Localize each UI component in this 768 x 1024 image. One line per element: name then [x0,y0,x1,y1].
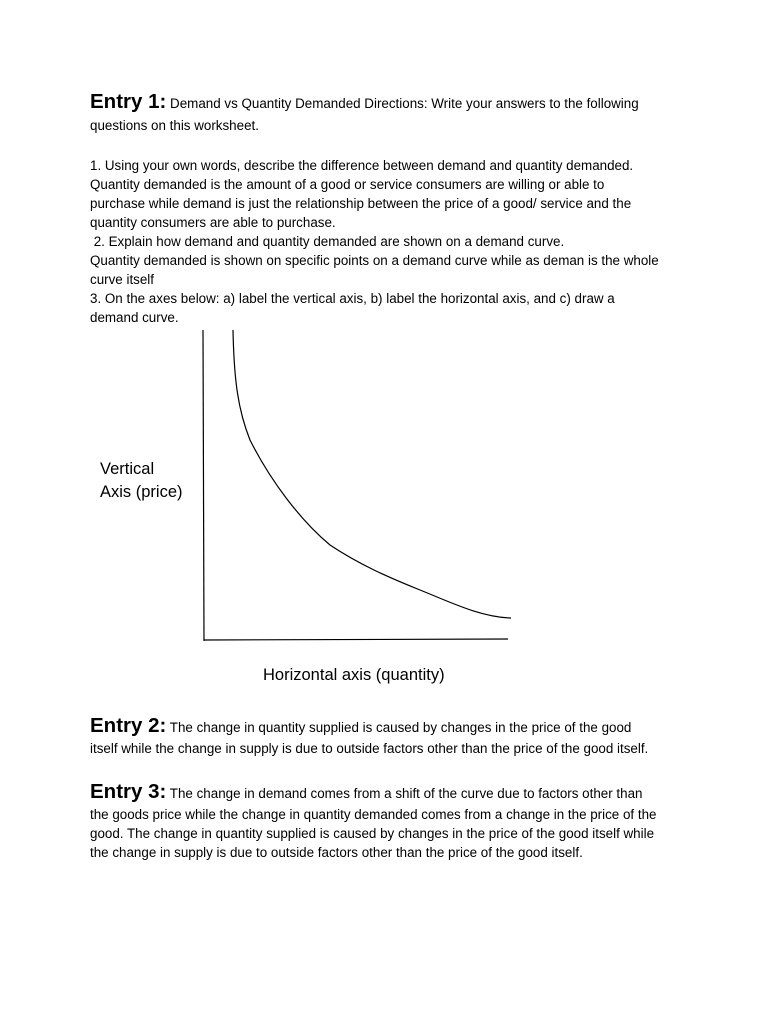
question-1: 1. Using your own words, describe the difference between demand and quantity demanded. [90,158,634,173]
vertical-axis-label-line2: Axis (price) [100,483,183,501]
vertical-axis-line [203,330,204,641]
answer-1-line2: purchase while demand is just the relationship between the price of a good/ service and the [90,196,632,211]
entry-1-section [90,92,690,135]
entry-2-heading: Entry 2: [90,714,167,737]
vertical-axis-label-line1: Vertical [100,460,155,478]
vertical-axis-label [100,458,210,504]
entry-3-line1-wrap [90,782,690,803]
answer-1-line1: Quantity demanded is the amount of a good or service consumers are willing or able to [90,177,605,192]
entry-1-intro-line1: Demand vs Quantity Demanded Directions: Write your answers to the following [166,96,639,111]
entry-3-line3: good. The change in quantity supplied is caused by changes in the price of the good itself while [90,826,655,841]
entry-3-line1: The change in demand comes from a shift of the curve due to factors other than [166,786,643,801]
entry-2-section [90,716,690,758]
answer-1-line3: quantity consumers are able to purchase. [90,215,336,230]
answer-3-line1: demand curve. [90,310,179,325]
entry-2-line1-wrap [90,716,690,737]
entry-3-line2: the goods price while the change in quantity demanded comes from a change in the price of the [90,807,657,822]
entry-3-section [90,782,690,862]
entry-2-line2: itself while the change in supply is due to outside factors other than the price of the good itself. [90,741,649,756]
questions-section [90,156,690,327]
entry-1-intro [90,92,690,113]
entry-1-heading: Entry 1: [90,90,167,113]
horizontal-axis-label: Horizontal axis (quantity) [263,666,445,684]
entry-3-heading: Entry 3: [90,780,167,803]
entry-1-intro-line2: questions on this worksheet. [90,118,259,133]
demand-curve-line [233,330,511,618]
entry-2-line1: The change in quantity supplied is caused by changes in the price of the good [166,720,632,735]
question-2: 2. Explain how demand and quantity demanded are shown on a demand curve. [90,234,565,249]
answer-2-line2: curve itself [90,272,154,287]
answer-2-line1: Quantity demanded is shown on specific points on a demand curve while as deman is the whole [90,253,659,268]
entry-3-line4: the change in supply is due to outside factors other than the price of the good itself. [90,845,583,860]
question-3: 3. On the axes below: a) label the vertical axis, b) label the horizontal axis, and c) draw a [90,291,615,306]
horizontal-axis-line [204,639,508,640]
